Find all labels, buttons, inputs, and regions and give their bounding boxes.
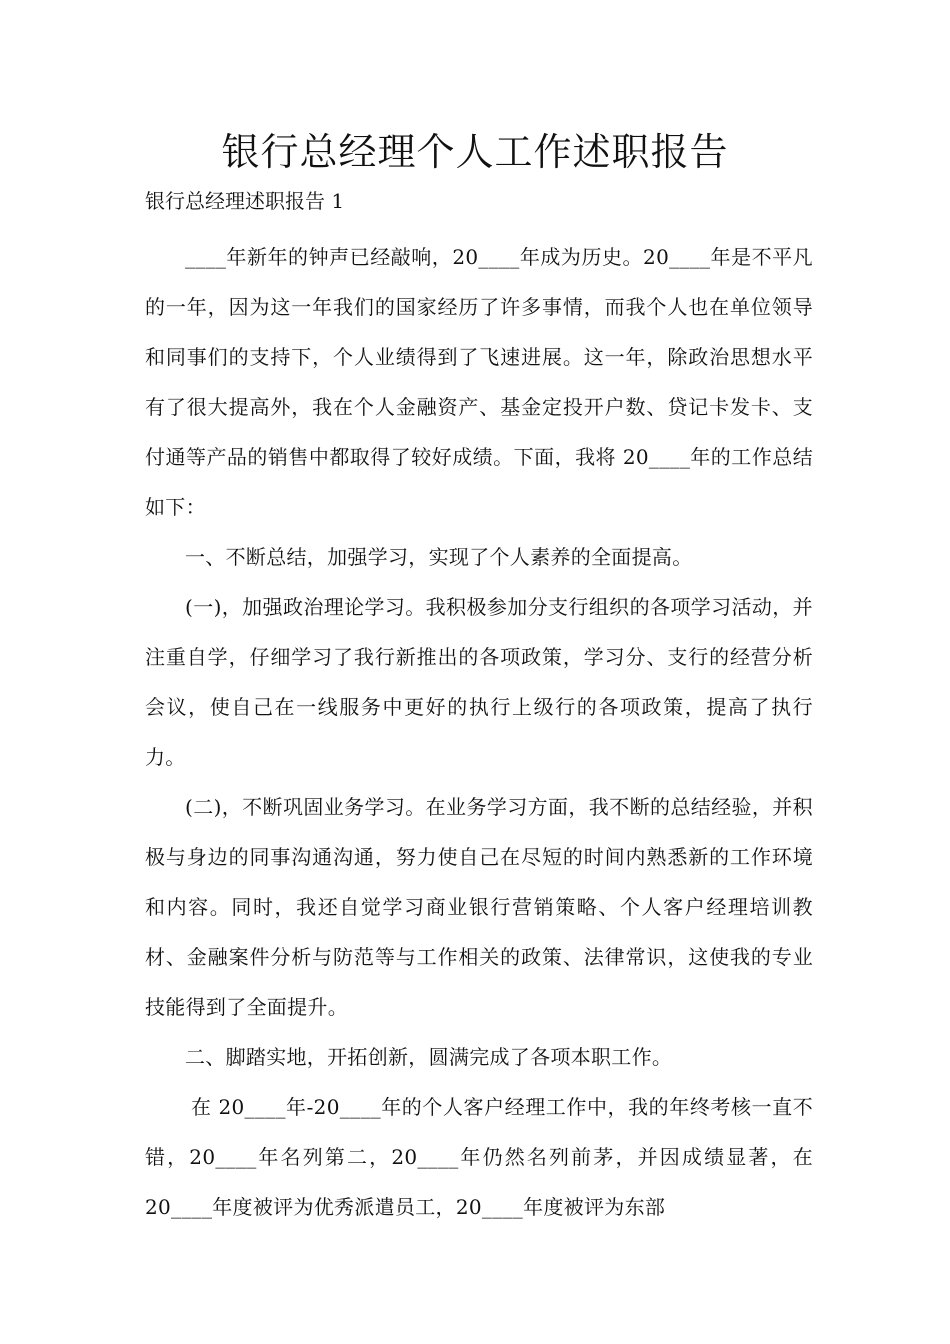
document-title: 银行总经理个人工作述职报告 <box>221 130 729 174</box>
section-heading-1: 一、不断总结，加强学习，实现了个人素养的全面提高。 <box>185 545 693 569</box>
paragraph-business-study: (二)，不断巩固业务学习。在业务学习方面，我不断的总结经验，并积极与身边的同事沟通沟通，努力使自己在尽短的时间内熟悉新的工作环境和内容。同时，我还自觉学习商业银行营销策略、个人客户经理培训教材、金融案件分析与防范等与工作相关的政策、法律常识，这使我的专业技能得到了全面提升。 <box>145 795 813 1019</box>
section-heading-2: 二、脚踏实地，开拓创新，圆满完成了各项本职工作。 <box>185 1045 673 1069</box>
paragraph-performance: 在 20____年-20____年的个人客户经理工作中，我的年终考核一直不错，20____年名列第二，20____年仍然名列前茅，并因成绩显著，在 20____年度被评为优秀派遣员工，20____年度被评为东部 <box>145 1095 813 1219</box>
document-body <box>145 232 813 1232</box>
paragraph-political-study: (一)，加强政治理论学习。我积极参加分支行组织的各项学习活动，并注重自学，仔细学习了我行新推出的各项政策，学习分、支行的经营分析会议，使自己在一线服务中更好的执行上级行的各项政策，提高了执行力。 <box>145 595 813 769</box>
paragraph-intro: ____年新年的钟声已经敲响，20____年成为历史。20____年是不平凡的一年，因为这一年我们的国家经历了许多事情，而我个人也在单位领导和同事们的支持下，个人业绩得到了飞速进展。这一年，除政治思想水平有了很大提高外，我在个人金融资产、基金定投开户数、贷记卡发卡、支付通等产品的销售中都取得了较好成绩。下面，我将 20____年的工作总结如下： <box>145 245 813 519</box>
document-subtitle: 银行总经理述职报告 1 <box>145 189 345 213</box>
